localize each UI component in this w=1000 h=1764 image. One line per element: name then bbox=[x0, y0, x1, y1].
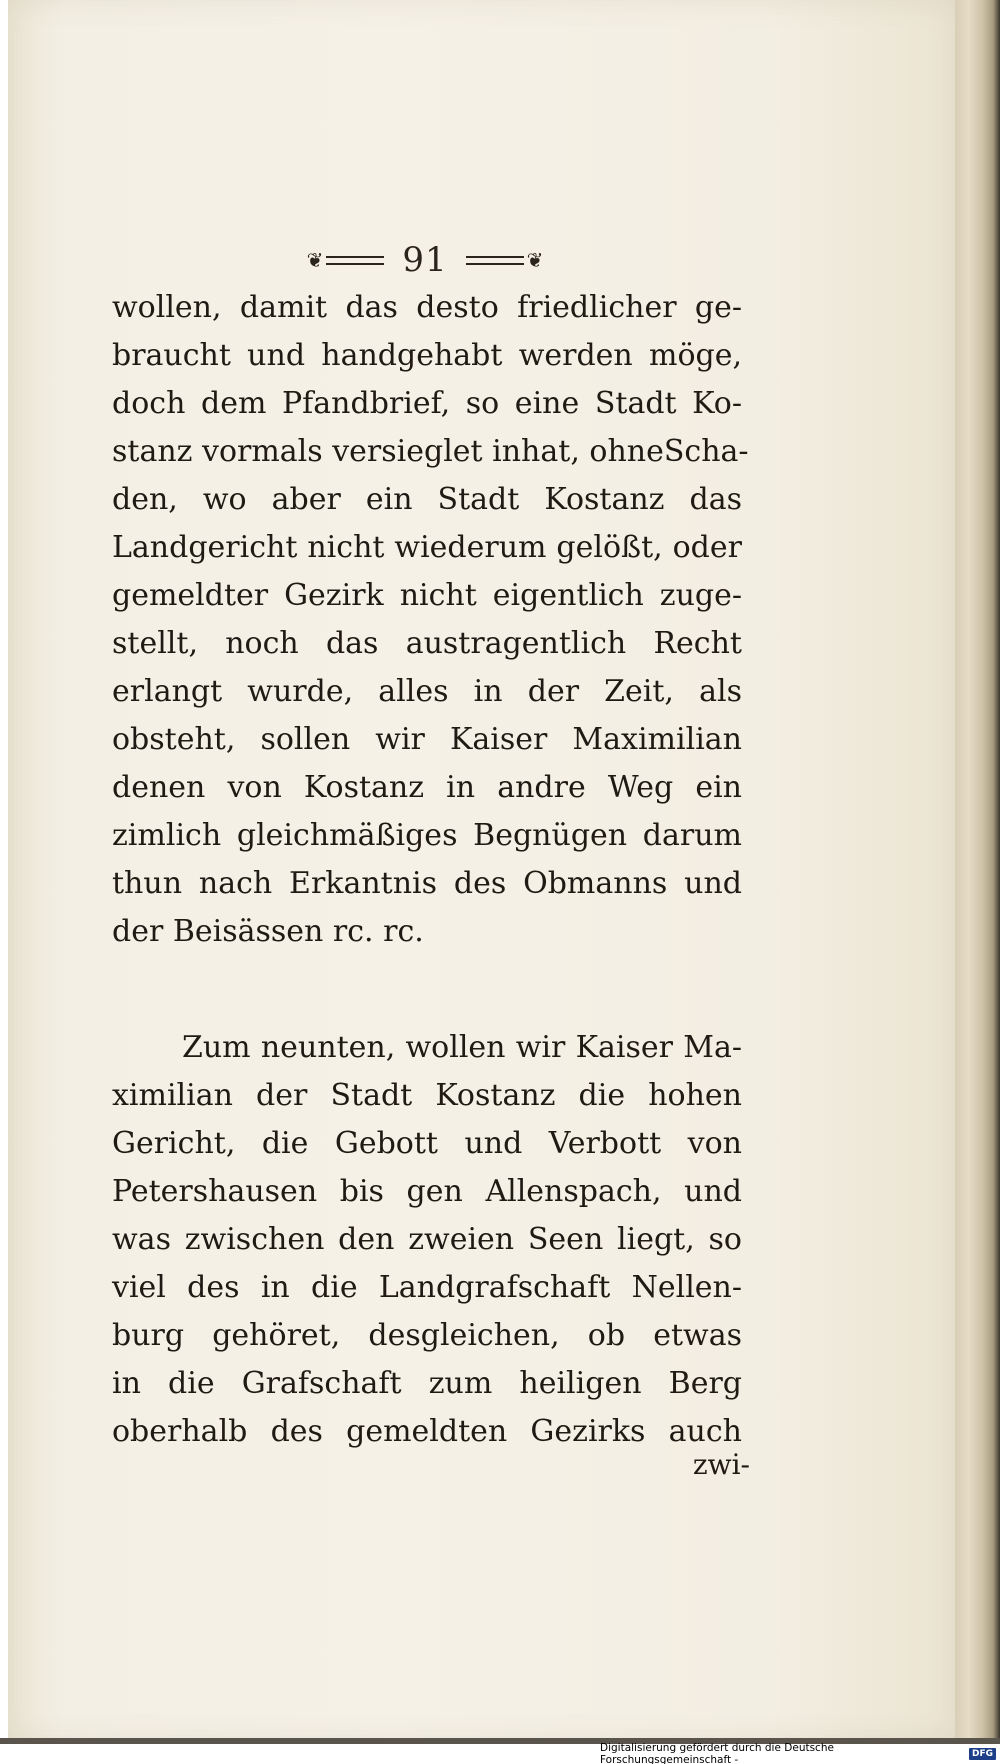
page-edge bbox=[955, 0, 1000, 1740]
text-line: viel des in die Landgrafschaft Nellen- bbox=[112, 1270, 742, 1305]
text-line: zimlich gleichmäßiges Begnügen darum bbox=[112, 818, 742, 853]
text-line: oberhalb des gemeldten Gezirks auch bbox=[112, 1414, 742, 1449]
catchword: zwi- bbox=[692, 1448, 750, 1481]
right-ornament-icon: ❦ bbox=[466, 248, 544, 272]
text-line: der Beisässen rc. rc. bbox=[112, 914, 424, 949]
paragraph-1 bbox=[112, 284, 749, 956]
text-line: in die Grafschaft zum heiligen Berg bbox=[112, 1366, 742, 1401]
text-line: stanz vormals versieglet inhat, ohneScha- bbox=[112, 434, 749, 469]
text-line: was zwischen den zweien Seen liegt, so bbox=[112, 1222, 742, 1257]
page-number: 91 bbox=[402, 240, 448, 280]
text-line: braucht und handgehabt werden möge, bbox=[112, 338, 742, 373]
text-line: thun nach Erkantnis des Obmanns und bbox=[112, 866, 742, 901]
text-line: wollen, damit das desto friedlicher ge- bbox=[112, 290, 742, 325]
paragraph-2 bbox=[112, 1024, 742, 1456]
text-line: stellt, noch das austragentlich Recht bbox=[112, 626, 742, 661]
text-line: obsteht, sollen wir Kaiser Maximilian bbox=[112, 722, 742, 757]
footer-credit-text: Digitalisierung gefördert durch die Deutsche Forschungsgemeinschaft - bbox=[600, 1742, 834, 1764]
text-line: ximilian der Stadt Kostanz die hohen bbox=[112, 1078, 742, 1113]
text-line: Gericht, die Gebott und Verbott von bbox=[112, 1126, 742, 1161]
text-line: denen von Kostanz in andre Weg ein bbox=[112, 770, 742, 805]
text-line: Landgericht nicht wiederum gelößt, oder bbox=[112, 530, 742, 565]
digitization-footer bbox=[600, 1742, 996, 1764]
text-line: Petershausen bis gen Allenspach, und bbox=[112, 1174, 742, 1209]
text-line: burg gehöret, desgleichen, ob etwas bbox=[112, 1318, 742, 1353]
left-ornament-icon: ❦ bbox=[307, 248, 385, 272]
text-line: erlangt wurde, alles in der Zeit, als bbox=[112, 674, 742, 709]
page-header bbox=[280, 240, 570, 280]
text-line: den, wo aber ein Stadt Kostanz das bbox=[112, 482, 742, 517]
text-line: doch dem Pfandbrief, so eine Stadt Ko- bbox=[112, 386, 742, 421]
text-line: Zum neunten, wollen wir Kaiser Ma- bbox=[182, 1030, 742, 1065]
text-line: gemeldter Gezirk nicht eigentlich zuge- bbox=[112, 578, 742, 613]
dfg-logo-icon: DFG bbox=[969, 1748, 996, 1760]
